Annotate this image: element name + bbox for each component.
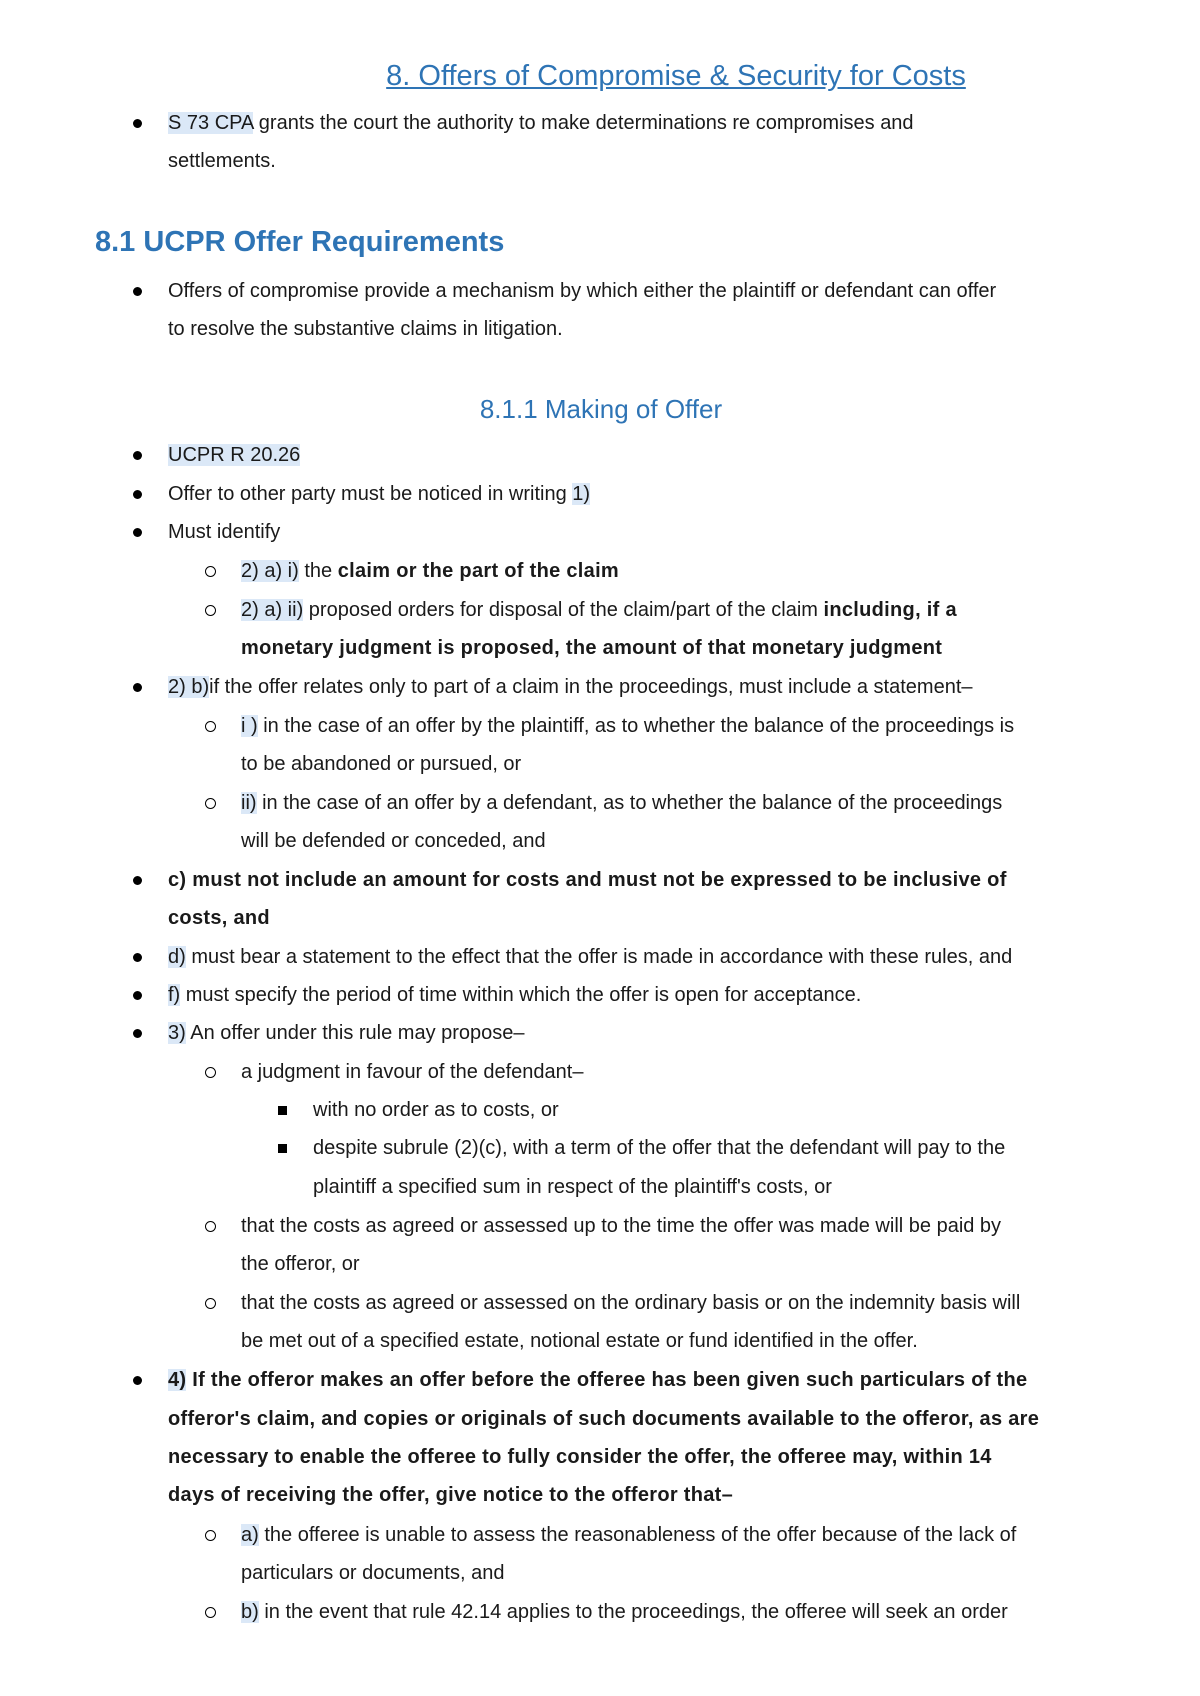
- bullet-circle: [205, 1607, 216, 1618]
- list-item-a-ii-cont: monetary judgment is proposed, the amount of that monetary judgment: [241, 637, 943, 659]
- section-heading: 8.1 UCPR Offer Requirements: [95, 226, 505, 258]
- bullet-circle: [205, 798, 216, 809]
- list-item-b-ii: ii) in the case of an offer by a defendant, as to whether the balance of the proceedings: [241, 792, 1003, 814]
- bullet-circle: [205, 721, 216, 732]
- list-item-rule-3-c-cont: be met out of a specified estate, notional estate or fund identified in the offer.: [241, 1330, 918, 1352]
- section-intro-line-2: to resolve the substantive claims in litigation.: [168, 318, 563, 340]
- bullet-disc: [133, 876, 142, 885]
- list-item-rule-4-b: b) in the event that rule 42.14 applies to the proceedings, the offeree will seek an order: [241, 1601, 1008, 1623]
- bullet-circle: [205, 1067, 216, 1078]
- list-item-rule-3-a: a judgment in favour of the defendant–: [241, 1061, 584, 1083]
- bullet-disc: [133, 991, 142, 1000]
- list-item-c-cont: costs, and: [168, 907, 270, 929]
- bullet-disc: [133, 490, 142, 499]
- list-item-rule-3-a-ii: despite subrule (2)(c), with a term of the offer that the defendant will pay to the: [313, 1137, 1006, 1159]
- list-item-writing: Offer to other party must be noticed in writing 1): [168, 483, 591, 505]
- intro-line-2: settlements.: [168, 150, 276, 172]
- list-item-rule-4-a: a) the offeree is unable to assess the reasonableness of the offer because of the lack of: [241, 1524, 1017, 1546]
- list-item-b: 2) b)if the offer relates only to part of a claim in the proceedings, must include a statement–: [168, 676, 973, 698]
- list-item-rule-4-cont-2: necessary to enable the offeree to fully consider the offer, the offeree may, within 14: [168, 1446, 992, 1468]
- list-item-b-i: i ) in the case of an offer by the plaintiff, as to whether the balance of the proceedings is: [241, 715, 1015, 737]
- list-item-must-identify: Must identify: [168, 521, 281, 543]
- bullet-disc: [133, 451, 142, 460]
- list-item-a-i: 2) a) i) the claim or the part of the claim: [241, 560, 620, 582]
- bullet-circle: [205, 1530, 216, 1541]
- intro-line-1: S 73 CPA grants the court the authority to make determinations re compromises and: [168, 112, 914, 134]
- bullet-circle: [205, 1298, 216, 1309]
- page-title: 8. Offers of Compromise & Security for Costs: [386, 60, 966, 92]
- bullet-square: [278, 1144, 287, 1153]
- list-item-rule-3-b: that the costs as agreed or assessed up to the time the offer was made will be paid by: [241, 1215, 1002, 1237]
- bullet-circle: [205, 605, 216, 616]
- list-item-c: c) must not include an amount for costs and must not be expressed to be inclusive of: [168, 869, 1007, 891]
- list-item-rule-4-cont-3: days of receiving the offer, give notice to the offeror that–: [168, 1484, 734, 1506]
- list-item-rule-4-a-cont: particulars or documents, and: [241, 1562, 505, 1584]
- bullet-disc: [133, 528, 142, 537]
- list-item-rule-3-b-cont: the offeror, or: [241, 1253, 360, 1275]
- list-item-rule-3-c: that the costs as agreed or assessed on the ordinary basis or on the indemnity basis will: [241, 1292, 1021, 1314]
- section-intro-line-1: Offers of compromise provide a mechanism by which either the plaintiff or defendant can offer: [168, 280, 997, 302]
- list-item-a-ii: 2) a) ii) proposed orders for disposal of the claim/part of the claim including, if a: [241, 599, 957, 621]
- highlighted-reference: S 73 CPA: [168, 112, 254, 134]
- bullet-circle: [205, 566, 216, 577]
- list-item-b-ii-cont: will be defended or conceded, and: [241, 830, 546, 852]
- bullet-circle: [205, 1221, 216, 1232]
- list-item-rule-4: 4) If the offeror makes an offer before the offeree has been given such particulars of the: [168, 1369, 1028, 1391]
- list-item-d: d) must bear a statement to the effect that the offer is made in accordance with these rules, and: [168, 946, 1013, 968]
- bullet-disc: [133, 287, 142, 296]
- bullet-disc: [133, 1376, 142, 1385]
- list-item-b-i-cont: to be abandoned or pursued, or: [241, 753, 522, 775]
- bullet-disc: [133, 1029, 142, 1038]
- bullet-disc: [133, 683, 142, 692]
- list-item-rule-3-a-ii-cont: plaintiff a specified sum in respect of the plaintiff's costs, or: [313, 1176, 832, 1198]
- bullet-square: [278, 1106, 287, 1115]
- list-item-rule: UCPR R 20.26: [168, 444, 301, 466]
- list-item-rule-4-cont-1: offeror's claim, and copies or originals of such documents available to the offeror, as are: [168, 1408, 1040, 1430]
- list-item-rule-3: 3) An offer under this rule may propose–: [168, 1022, 525, 1044]
- bullet-disc: [133, 119, 142, 128]
- list-item-f: f) must specify the period of time within which the offer is open for acceptance.: [168, 984, 862, 1006]
- list-item-rule-3-a-i: with no order as to costs, or: [313, 1099, 559, 1121]
- bullet-disc: [133, 953, 142, 962]
- subsection-heading: 8.1.1 Making of Offer: [479, 394, 723, 424]
